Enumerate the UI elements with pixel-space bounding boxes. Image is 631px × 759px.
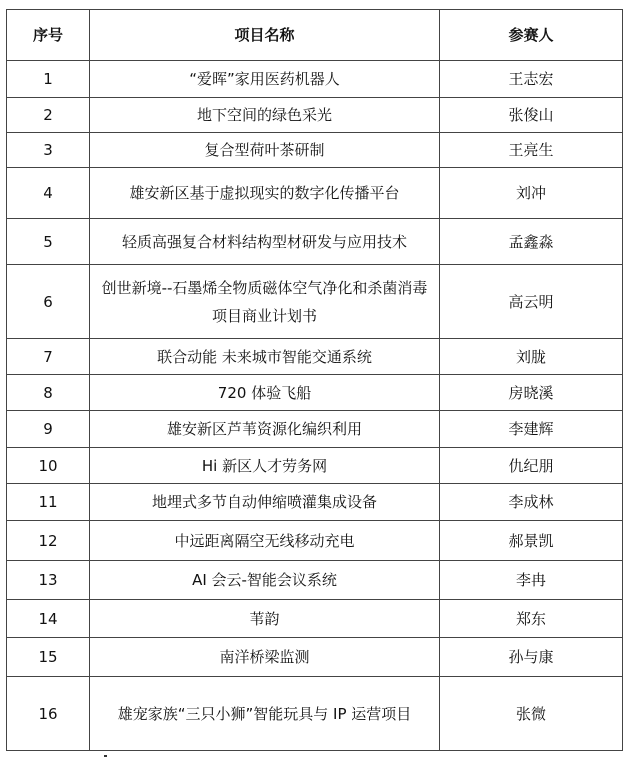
row-project-name: 中远距离隔空无线移动充电 <box>90 521 440 561</box>
row-participant: 王志宏 <box>440 61 623 98</box>
row-participant: 王亮生 <box>440 133 623 168</box>
row-project-name: 雄宠家族“三只小狮”智能玩具与 IP 运营项目 <box>90 677 440 751</box>
row-project-name: 创世新境--石墨烯全物质磁体空气净化和杀菌消毒项目商业计划书 <box>90 265 440 339</box>
row-no: 2 <box>7 98 90 133</box>
header-no: 序号 <box>7 10 90 61</box>
table-header-row <box>7 10 623 61</box>
table-row <box>7 561 623 600</box>
header-participant: 参赛人 <box>440 10 623 61</box>
row-no: 3 <box>7 133 90 168</box>
table-row <box>7 219 623 265</box>
row-participant: 刘冲 <box>440 168 623 219</box>
row-participant: 李建辉 <box>440 411 623 448</box>
row-participant: 郝景凯 <box>440 521 623 561</box>
table-row <box>7 375 623 411</box>
table-row <box>7 600 623 638</box>
table-row <box>7 448 623 484</box>
table-row <box>7 133 623 168</box>
table-row <box>7 265 623 339</box>
row-no: 10 <box>7 448 90 484</box>
table-row <box>7 484 623 521</box>
row-participant: 高云明 <box>440 265 623 339</box>
table-row <box>7 411 623 448</box>
row-project-name: Hi 新区人才劳务网 <box>90 448 440 484</box>
row-no: 7 <box>7 339 90 375</box>
table-row <box>7 168 623 219</box>
table-row <box>7 638 623 677</box>
row-project-name: 苇韵 <box>90 600 440 638</box>
row-project-name: 复合型荷叶茶研制 <box>90 133 440 168</box>
row-no: 12 <box>7 521 90 561</box>
row-project-name: “爱晖”家用医药机器人 <box>90 61 440 98</box>
row-participant: 张俊山 <box>440 98 623 133</box>
row-no: 9 <box>7 411 90 448</box>
row-participant: 李冉 <box>440 561 623 600</box>
row-participant: 张微 <box>440 677 623 751</box>
row-no: 4 <box>7 168 90 219</box>
row-no: 14 <box>7 600 90 638</box>
row-participant: 孙与康 <box>440 638 623 677</box>
table-row <box>7 521 623 561</box>
row-no: 11 <box>7 484 90 521</box>
row-no: 6 <box>7 265 90 339</box>
row-no: 16 <box>7 677 90 751</box>
row-project-name: 雄安新区芦苇资源化编织利用 <box>90 411 440 448</box>
row-no: 8 <box>7 375 90 411</box>
row-project-name: 地下空间的绿色采光 <box>90 98 440 133</box>
row-participant: 郑东 <box>440 600 623 638</box>
table-row <box>7 98 623 133</box>
table-row <box>7 677 623 751</box>
row-project-name: AI 会云-智能会议系统 <box>90 561 440 600</box>
stray-mark <box>104 755 107 757</box>
row-participant: 孟鑫淼 <box>440 219 623 265</box>
row-no: 13 <box>7 561 90 600</box>
row-participant: 房晓溪 <box>440 375 623 411</box>
row-no: 15 <box>7 638 90 677</box>
row-project-name: 轻质高强复合材料结构型材研发与应用技术 <box>90 219 440 265</box>
projects-table <box>6 9 623 751</box>
header-project-name: 项目名称 <box>90 10 440 61</box>
table-row <box>7 61 623 98</box>
row-project-name: 雄安新区基于虚拟现实的数字化传播平台 <box>90 168 440 219</box>
row-project-name: 地埋式多节自动伸缩喷灌集成设备 <box>90 484 440 521</box>
row-project-name: 南洋桥梁监测 <box>90 638 440 677</box>
row-project-name: 联合动能 未来城市智能交通系统 <box>90 339 440 375</box>
row-no: 1 <box>7 61 90 98</box>
row-participant: 刘胧 <box>440 339 623 375</box>
row-project-name: 720 体验飞船 <box>90 375 440 411</box>
row-participant: 仇纪朋 <box>440 448 623 484</box>
row-participant: 李成林 <box>440 484 623 521</box>
row-no: 5 <box>7 219 90 265</box>
table-row <box>7 339 623 375</box>
